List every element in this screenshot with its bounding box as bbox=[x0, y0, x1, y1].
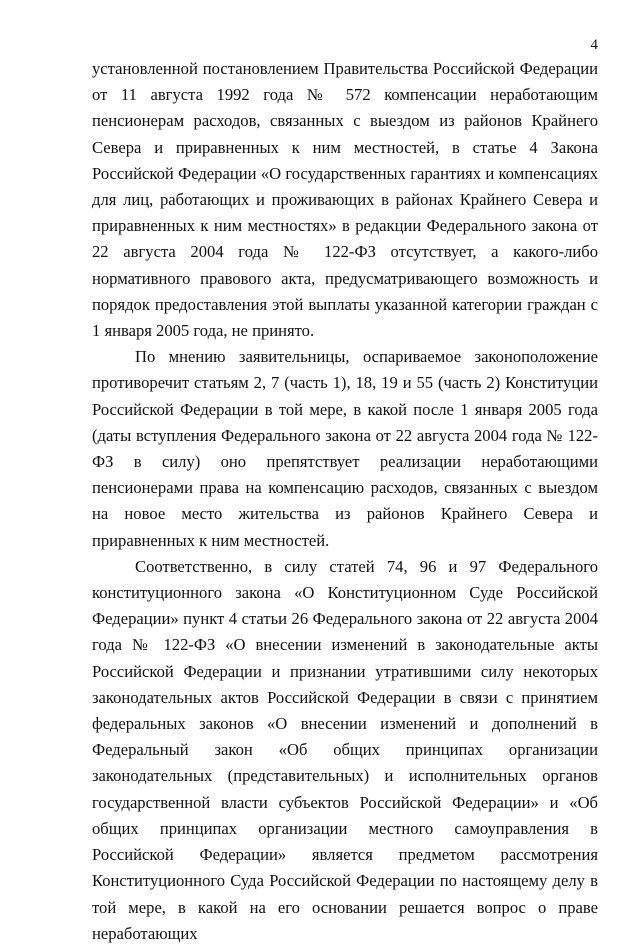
paragraph-1: установленной постановлением Правительства Российской Федерации от 11 августа 1992 года № 572 компенсации неработающим пенсионерам расходов, связанных с выездом из районов Крайнего Севера и приравненных к ним местностей, в статье 4 Закона Российской Федерации «О государственных гарантиях и компенсациях для лиц, работающих и проживающих в районах Крайнего Севера и приравненных к ним местностях» в редакции Федерального закона от 22 августа 2004 года № 122-ФЗ отсутствует, а какого-либо нормативного правового акта, предусматривающего возможность и порядок предоставления этой выплаты указанной категории граждан с 1 января 2005 года, не принято. bbox=[92, 59, 598, 341]
page-number: 4 bbox=[590, 37, 598, 53]
paragraph-2: По мнению заявительницы, оспариваемое законоположение противоречит статьям 2, 7 (часть 1), 18, 19 и 55 (часть 2) Конституции Российской Федерации в той мере, в какой после 1 января 2005 года (даты вступления Федерального закона от 22 августа 2004 года № 122-ФЗ в силу) оно препятствует реализации неработающими пенсионерами права на компенсацию расходов, связанных с выездом на новое место жительства из районов Крайнего Севера и приравненных к ним местностей. bbox=[92, 347, 598, 550]
body-text bbox=[92, 56, 598, 947]
paragraph-3: Соответственно, в силу статей 74, 96 и 97 Федерального конституционного закона «О Конституционном Суде Российской Федерации» пункт 4 статьи 26 Федерального закона от 22 августа 2004 года № 122-ФЗ «О внесении изменений в законодательные акты Российской Федерации и признании утратившими силу некоторых законодательных актов Российской Федерации в связи с принятием федеральных законов «О внесении изменений и дополнений в Федеральный закон «Об общих принципах организации законодательных (представительных) и исполнительных органов государственной власти субъектов Российской Федерации» и «Об общих принципах организации местного самоуправления в Российской Федерации» является предметом рассмотрения Конституционного Суда Российской Федерации по настоящему делу в той мере, в какой на его основании решается вопрос о праве неработающих bbox=[92, 556, 598, 943]
